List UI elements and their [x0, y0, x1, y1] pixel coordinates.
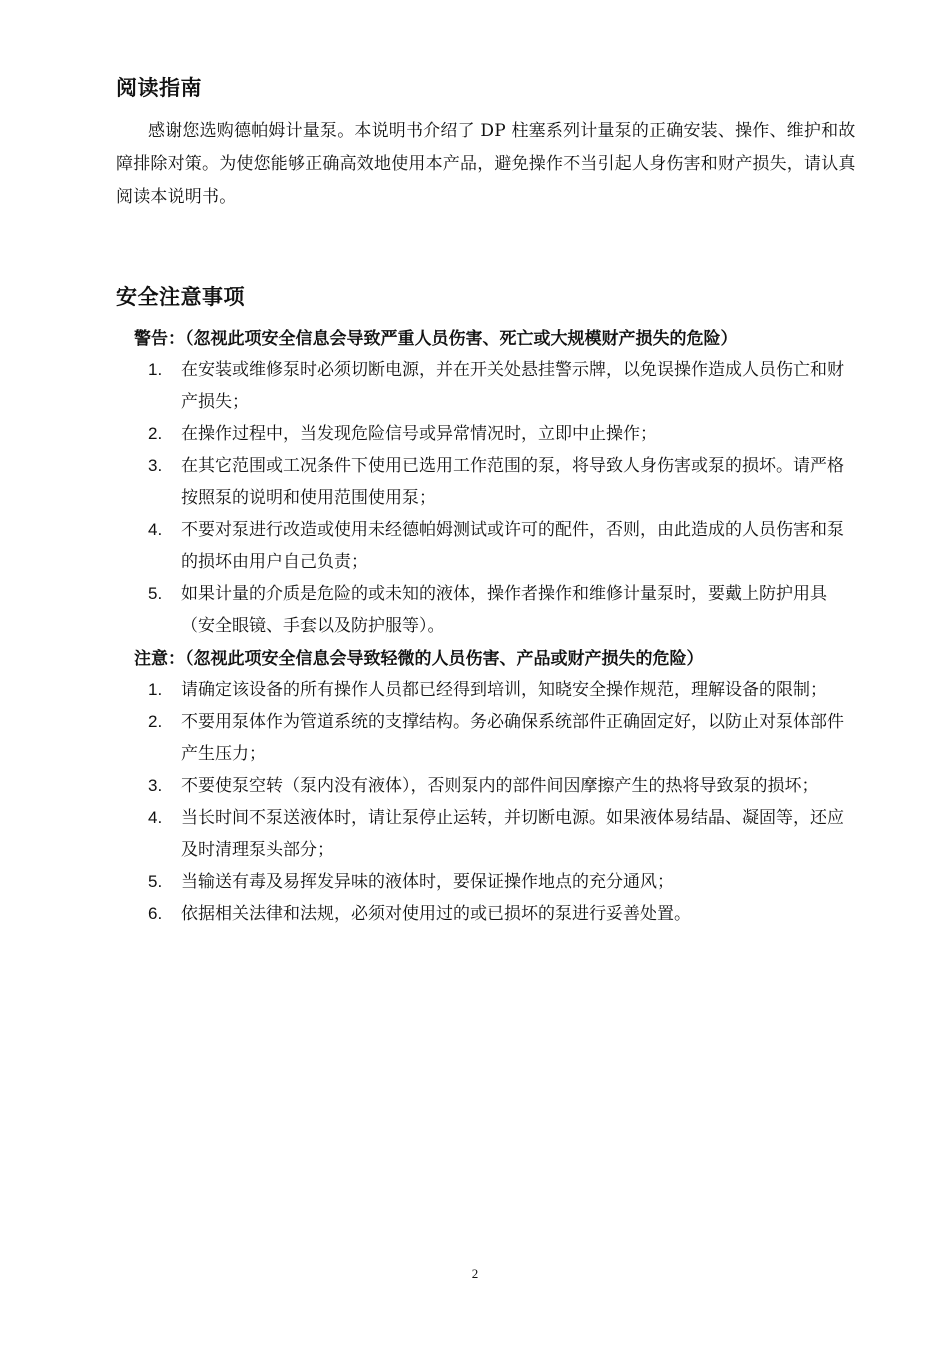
warning-item [148, 514, 848, 578]
item-number: 2. [148, 712, 163, 731]
item-text: 不要使泵空转（泵内没有液体），否则泵内的部件间因摩擦产生的热将导致泵的损坏； [181, 776, 819, 796]
reading-guide-title: 阅读指南 [116, 76, 202, 100]
item-text: 在操作过程中，当发现危险信号或异常情况时，立即中止操作； [181, 424, 657, 444]
caution-item [148, 898, 848, 930]
item-text: 请确定该设备的所有操作人员都已经得到培训，知晓安全操作规范，理解设备的限制； [181, 680, 827, 700]
caution-item [148, 706, 848, 770]
caution-item [148, 770, 848, 802]
item-number: 4. [148, 808, 163, 827]
caution-item [148, 674, 848, 706]
warning-heading: 警告：（忽视此项安全信息会导致严重人员伤害、死亡或大规模财产损失的危险） [134, 329, 738, 349]
item-number: 2. [148, 424, 163, 443]
item-number: 1. [148, 680, 163, 699]
caution-item [148, 866, 848, 898]
warning-item [148, 418, 848, 450]
item-text: 在其它范围或工况条件下使用已选用工作范围的泵，将导致人身伤害或泵的损坏。请严格按照泵的说明和使用范围使用泵； [181, 456, 844, 508]
item-number: 5. [148, 584, 163, 603]
warning-item [148, 450, 848, 514]
item-text: 当长时间不泵送液体时，请让泵停止运转，并切断电源。如果液体易结晶、凝固等，还应及时清理泵头部分； [181, 808, 844, 860]
warning-item [148, 578, 848, 642]
caution-heading: 注意：（忽视此项安全信息会导致轻微的人员伤害、产品或财产损失的危险） [134, 649, 704, 669]
item-number: 3. [148, 456, 163, 475]
item-number: 5. [148, 872, 163, 891]
item-text: 当输送有毒及易挥发异味的液体时，要保证操作地点的充分通风； [181, 872, 674, 892]
item-text: 不要用泵体作为管道系统的支撑结构。务必确保系统部件正确固定好，以防止对泵体部件产生压力； [181, 712, 844, 764]
item-number: 1. [148, 360, 163, 379]
safety-title: 安全注意事项 [116, 285, 245, 309]
item-text: 不要对泵进行改造或使用未经德帕姆测试或许可的配件，否则，由此造成的人员伤害和泵的损坏由用户自己负责； [181, 520, 844, 572]
item-text: 如果计量的介质是危险的或未知的液体，操作者操作和维修计量泵时，要戴上防护用具（安全眼镜、手套以及防护服等）。 [181, 584, 827, 636]
reading-guide-text: 感谢您选购德帕姆计量泵。本说明书介绍了 DP 柱塞系列计量泵的正确安装、操作、维护和故障排除对策。为使您能够正确高效地使用本产品，避免操作不当引起人身伤害和财产损失，请认真阅读本说明书。 [116, 121, 856, 207]
item-text: 在安装或维修泵时必须切断电源，并在开关处悬挂警示牌，以免误操作造成人员伤亡和财产损失； [181, 360, 844, 412]
item-number: 6. [148, 904, 163, 923]
item-number: 4. [148, 520, 163, 539]
warning-list [148, 354, 848, 642]
item-number: 3. [148, 776, 163, 795]
caution-item [148, 802, 848, 866]
item-text: 依据相关法律和法规，必须对使用过的或已损坏的泵进行妥善处置。 [181, 904, 691, 924]
page-number: 2 [471, 1266, 479, 1281]
caution-list [148, 674, 848, 930]
warning-item [148, 354, 848, 418]
